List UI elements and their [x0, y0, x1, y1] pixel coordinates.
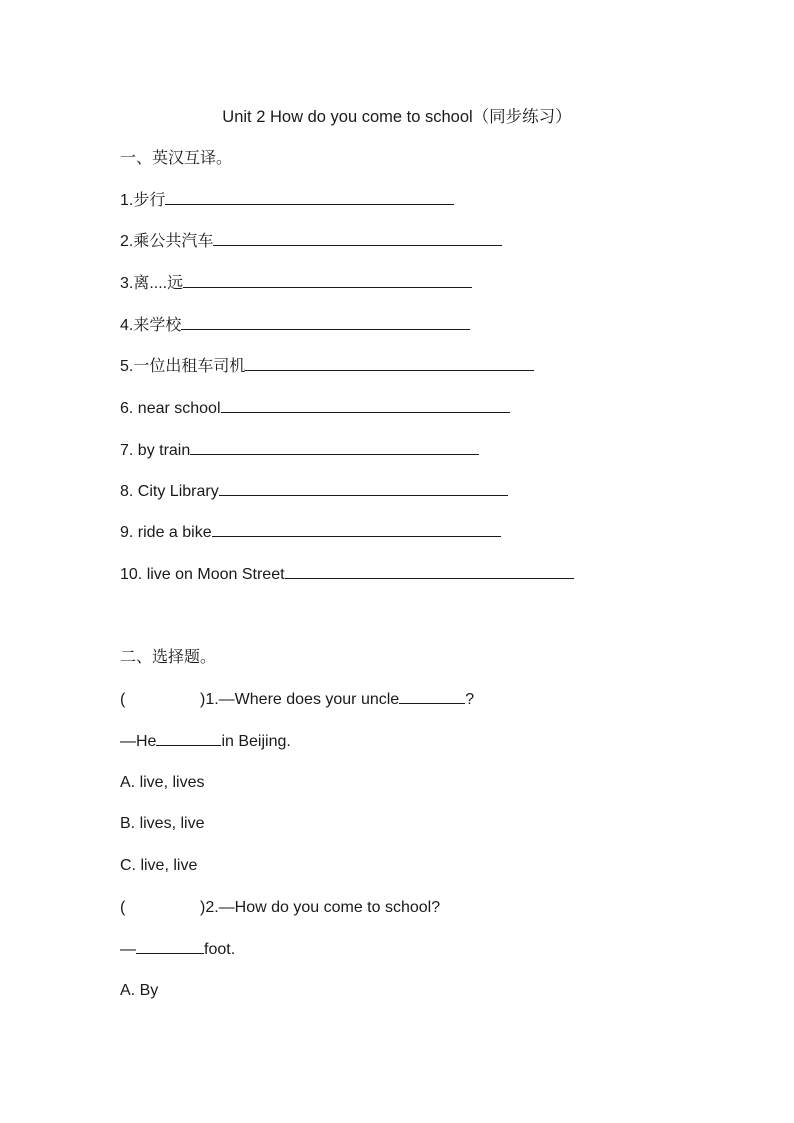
question-text: 1.—Where does your uncle	[205, 691, 400, 708]
option-a: A. By	[120, 982, 159, 999]
answer-bracket-close: )	[200, 691, 206, 708]
answer-bracket-close: )	[200, 899, 206, 916]
answer-blank[interactable]	[219, 481, 508, 496]
list-item	[120, 440, 479, 462]
section-1-heading: 一、英汉互译。	[120, 150, 233, 167]
item-text: 9. ride a bike	[120, 524, 212, 541]
answer-text-end: foot.	[204, 941, 236, 958]
answer-blank[interactable]	[399, 689, 465, 704]
answer-blank[interactable]	[213, 231, 502, 246]
list-item	[120, 398, 510, 420]
question-2-answer	[120, 939, 235, 961]
list-item	[120, 564, 574, 586]
item-text: 7. by train	[120, 442, 191, 459]
answer-blank[interactable]	[165, 190, 454, 205]
answer-blank[interactable]	[136, 939, 204, 954]
item-text: 10. live on Moon Street	[120, 566, 285, 583]
answer-text: —	[120, 941, 136, 958]
item-text: 5.一位出租车司机	[120, 358, 246, 375]
section-2-heading: 二、选择题。	[120, 649, 217, 666]
list-item	[120, 231, 502, 253]
page-title: Unit 2 How do you come to school（同步练习）	[222, 108, 572, 126]
answer-blank[interactable]	[181, 315, 470, 330]
option-b: B. lives, live	[120, 815, 205, 832]
option-a: A. live, lives	[120, 774, 205, 791]
option-c: C. live, live	[120, 857, 198, 874]
answer-text-end: in Beijing.	[221, 733, 291, 750]
question-end: ?	[465, 691, 475, 708]
question-1-prompt	[120, 689, 474, 711]
answer-bracket-open[interactable]: (	[120, 691, 126, 708]
answer-blank[interactable]	[183, 273, 472, 288]
list-item	[120, 356, 534, 378]
answer-blank[interactable]	[245, 356, 534, 371]
answer-bracket-open[interactable]: (	[120, 899, 126, 916]
answer-blank[interactable]	[156, 731, 221, 746]
list-item	[120, 481, 508, 503]
item-text: 2.乘公共汽车	[120, 233, 214, 250]
item-text: 1.步行	[120, 192, 166, 209]
list-item	[120, 522, 501, 544]
item-text: 8. City Library	[120, 483, 219, 500]
list-item	[120, 190, 454, 212]
answer-blank[interactable]	[221, 398, 510, 413]
item-text: 4.来学校	[120, 317, 182, 334]
item-text: 6. near school	[120, 400, 221, 417]
list-item	[120, 315, 470, 337]
question-1-answer	[120, 731, 291, 753]
question-2-prompt	[120, 897, 440, 919]
item-text: 3.离....远	[120, 275, 184, 292]
list-item	[120, 273, 472, 295]
question-text: 2.—How do you come to school?	[205, 899, 441, 916]
answer-blank[interactable]	[285, 564, 574, 579]
answer-blank[interactable]	[212, 522, 501, 537]
answer-blank[interactable]	[190, 440, 479, 455]
answer-text: —He	[120, 733, 157, 750]
